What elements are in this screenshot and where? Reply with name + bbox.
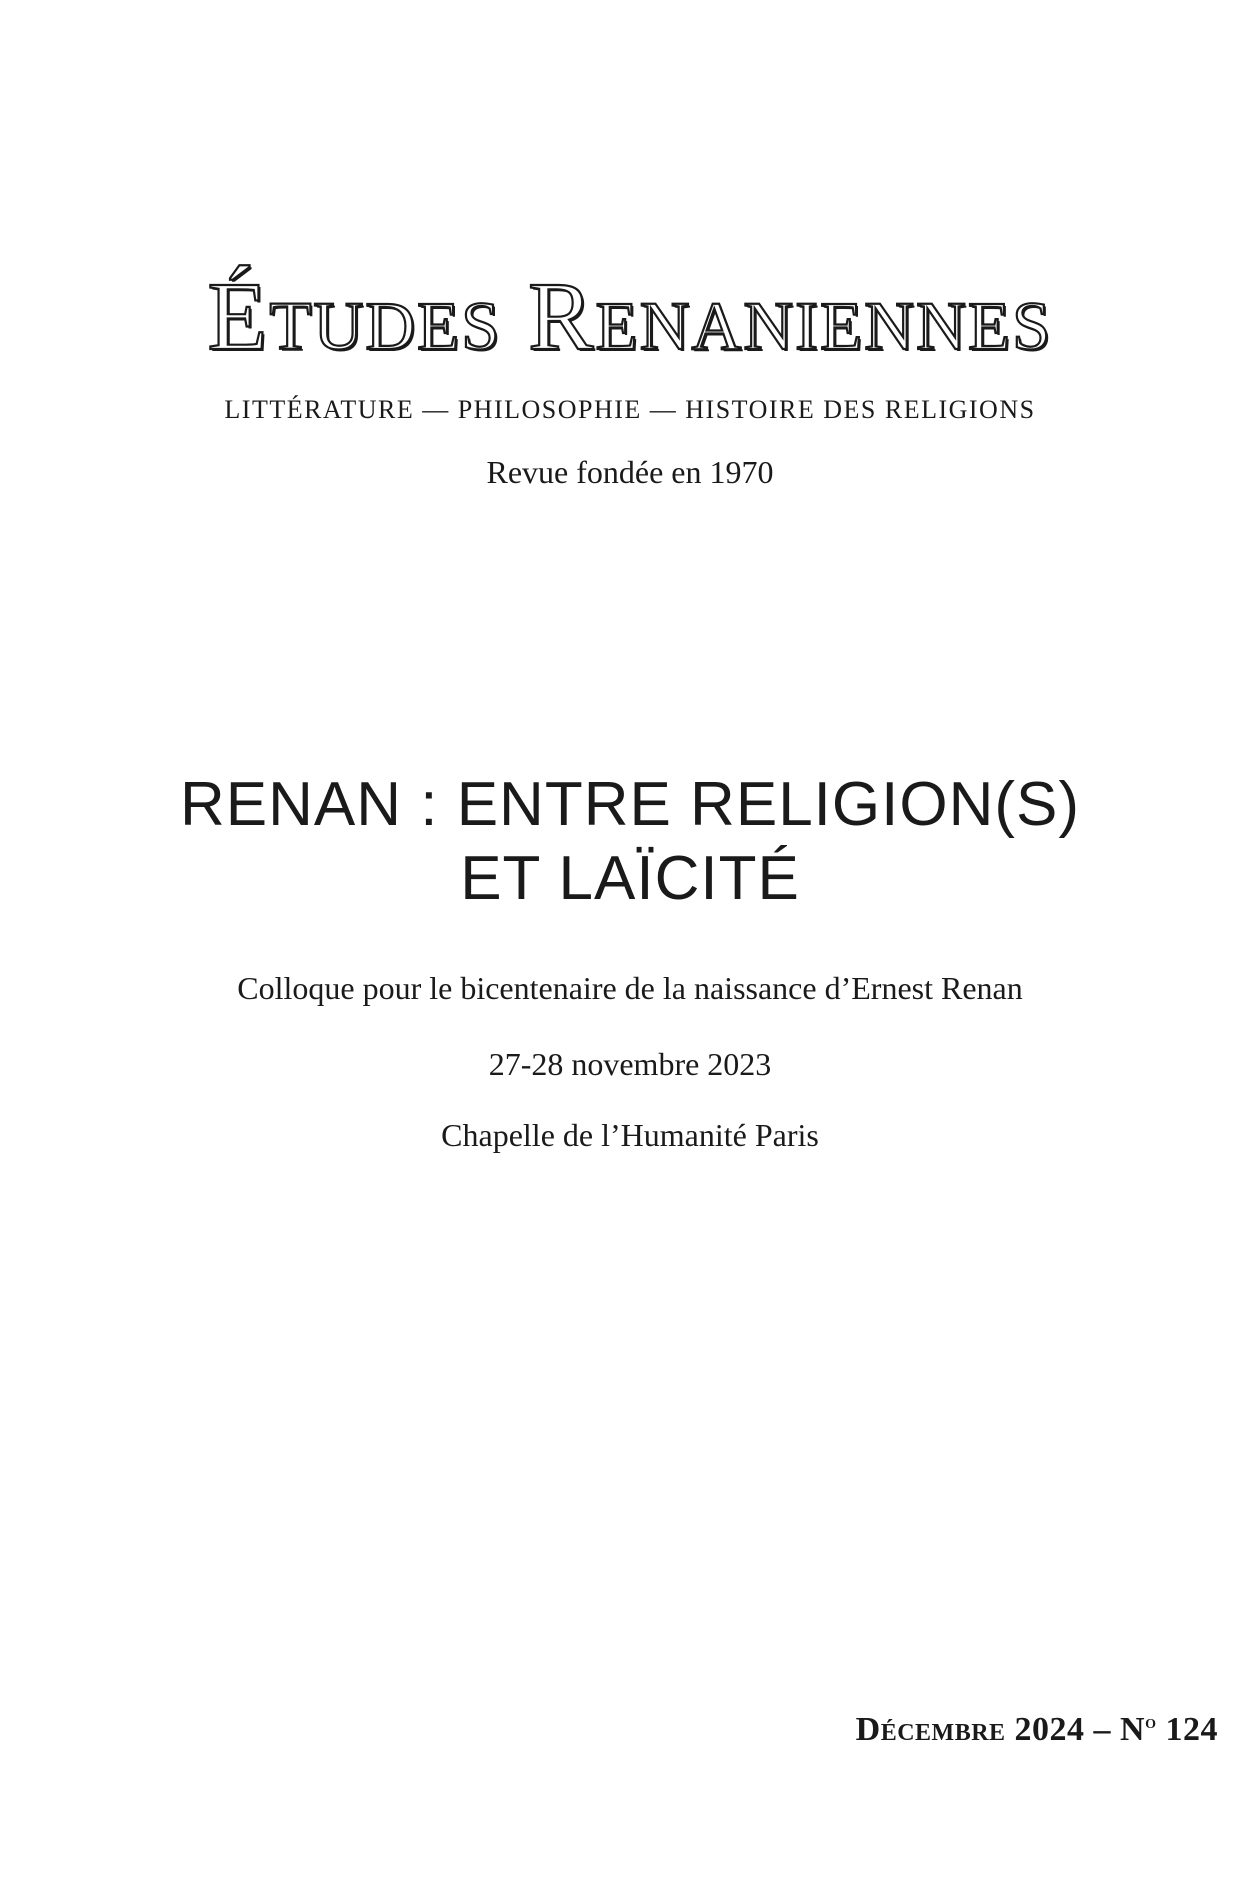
colloque-subtitle: Colloque pour le bicentenaire de la naissance d’Ernest Renan [237, 970, 1023, 1006]
issue-title-line-1: RENAN : ENTRE RELIGION(S) [180, 770, 1080, 839]
issue-number [856, 1702, 1218, 1750]
journal-founded: Revue fondée en 1970 [486, 454, 774, 490]
journal-title: Études Renaniennes [207, 263, 1053, 371]
issue-title [0, 768, 1260, 916]
issue-number-sup: o [1145, 1711, 1157, 1733]
issue-date-label: Décembre 2024 – N [855, 1711, 1146, 1748]
colloque-venue: Chapelle de l’Humanité Paris [441, 1117, 819, 1153]
colloque-dates: 27-28 novembre 2023 [488, 1046, 772, 1082]
issue-number-value: 124 [1156, 1711, 1218, 1748]
issue-title-line-2: ET LAÏCITÉ [460, 844, 800, 913]
journal-subjects: LITTÉRATURE — PHILOSOPHIE — HISTOIRE DES RELIGIONS [224, 395, 1036, 424]
